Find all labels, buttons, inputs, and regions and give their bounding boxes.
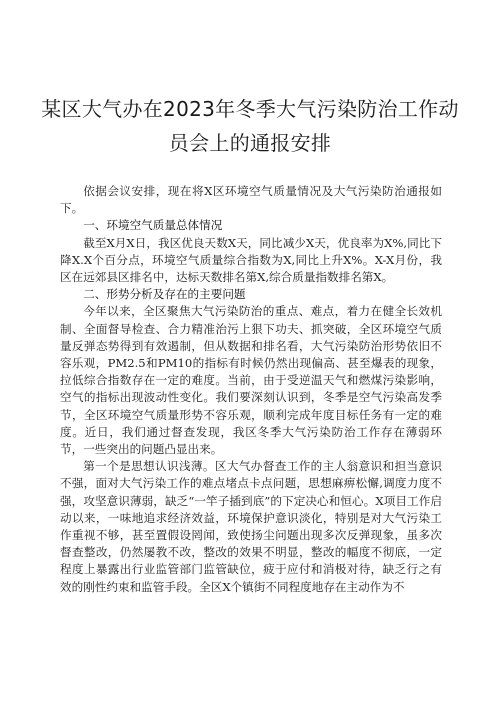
section-1-heading: 一、环境空气质量总体情况 [83, 218, 223, 233]
section-2-paragraph-1: 今年以来，全区聚焦大气污染防治的重点、难点，着力在健全长效机制、全面督导检查、合力精准治污上狠下功夫、抓突破，全区环境空气质量反弹态势得到有效遏制，但从数据和排名看，大气污染防治形势依旧不容乐观，PM2.5和PM10的指标有时候仍然出现偏高、甚至爆表的现象，拉低综合指数存在一定的难度。当前，由于受逆温天气和燃煤污染影响，空气的指标出现波动性变化。我们要深刻认识到，冬季是空气污染高发季节，全区环境空气质量形势不容乐观，顺利完成年度目标任务有一定的难度。近日，我们通过督查发现，我区冬季大气污染防治工作存在薄弱环节，一些突出的问题凸显出来。 [60, 304, 442, 457]
intro-paragraph: 依据会议安排，现在将X区环境空气质量情况及大气污染防治通报如下。 [60, 184, 442, 216]
document-title-line-1: 某区大气办在2023年冬季大气污染防治工作动 [41, 97, 459, 121]
document-body [60, 183, 442, 596]
section-2-paragraph-2: 第一个是思想认识浅薄。区大气办督查工作的主人翁意识和担当意识不强，面对大气污染工作的难点堵点卡点问题，思想麻痹松懈,调度力度不强，攻坚意识薄弱，缺乏“一竿子插到底”的下定决心和恒心。X项目工作启动以来，一味地追求经济效益，环境保护意识淡化，特别是对大气污染工作重视不够，甚至置假设罔闻，致使扬尘问题出现多次反弹现象，虽多次督查整改，仍然屡教不改，整改的效果不明显，整改的幅度不彻底，一定程度上暴露出行业监管部门监管缺位，疲于应付和消极对待，缺乏行之有效的刚性约束和监管手段。全区X个镇街不同程度地存在主动作为不 [60, 459, 442, 594]
section-2-heading: 二、形势分析及存在的主要问题 [83, 287, 246, 302]
section-1-paragraph: 截至X月X日，我区优良天数X天，同比减少X天，优良率为X%,同比下降X.X个百分点，环境空气质量综合指数为X,同比上升X%。X-X月份，我区在远郊县区排名中，达标天数排名第X,综合质量指数排名第X。 [60, 235, 442, 285]
document-title-line-2: 员会上的通报安排 [168, 131, 332, 155]
